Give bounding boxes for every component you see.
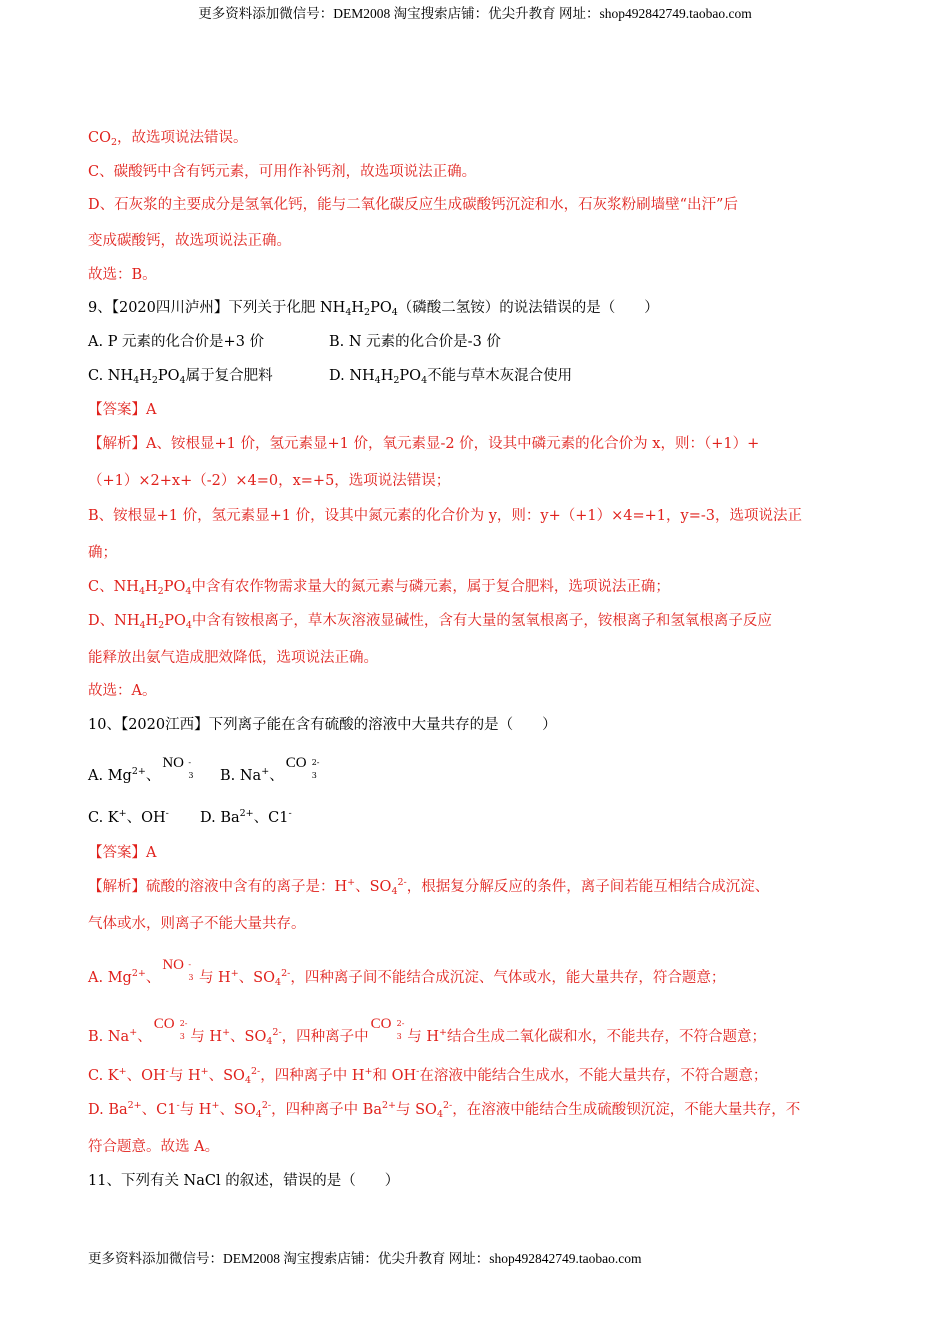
q9-option-b: B. N 元素的化合价是-3 价 xyxy=(329,334,501,350)
q9-final-answer: 故选：A。 xyxy=(88,683,157,699)
q10-option-b: B. Na+、 CO 2- 3 xyxy=(220,752,318,787)
q10-explanation-d: D. $Ba^{2+}$、C1-与 H+、$SO_4^{2-}$，四种离子中 $Ba^{2+}$与 $SO_4^{2-}$，在溶液中能结合生成硫酸钡沉淀，不能大量共存，不 xyxy=(88,1100,801,1120)
q10-answer: 【答案】A xyxy=(88,845,157,861)
prev-option-c: C、碳酸钙中含有钙元素，可用作补钙剂，故选项说法正确。 xyxy=(88,164,477,180)
q10-option-a: A. $Mg^{2+}$、 NO - 3 xyxy=(88,752,194,787)
q9-explanation-line3: B、铵根显+1 价，氢元素显+1 价，设其中氮元素的化合价为 y，则：y+（+1）×4=+1，y=-3，选项说法正 xyxy=(88,508,803,524)
q9-option-a: A. P 元素的化合价是+3 价 xyxy=(88,334,265,350)
q9-option-c: C. $NH_4H_2PO_4$属于复合肥料 xyxy=(88,368,273,386)
q9-explanation-line5: C、$NH_4H_2PO_4$中含有农作物需求量大的氮元素与磷元素，属于复合肥料，选项说法正确； xyxy=(88,579,670,597)
q10-explanation-line2: 气体或水，则离子不能大量共存。 xyxy=(88,916,306,932)
q9-stem: 9、【2020四川泸州】下列关于化肥 $NH_4H_2PO_4$（磷酸二氢铵）的说法错误的是（ ） xyxy=(88,300,659,318)
carbonate-formula: CO 2- 3 xyxy=(285,755,320,780)
prev-co2-line: $CO_2$，故选项说法错误。 xyxy=(88,130,248,148)
nitrate-formula: NO - 3 xyxy=(162,755,194,780)
prev-option-d-line1: D、石灰浆的主要成分是氢氧化钙，能与二氧化碳反应生成碳酸钙沉淀和水，石灰浆粉刷墙壁“出汗”后 xyxy=(88,197,738,213)
q9-answer: 【答案】A xyxy=(88,402,157,418)
q9-explanation-line4: 确； xyxy=(88,545,117,561)
q10-explanation-b: B. Na+、 CO 2- 3 与 H+、$SO_4^{2-}$，四种离子中 CO 2- 3 与 H+结合生成二氧化碳和水，不能共存，不符合题意； xyxy=(88,1013,864,1048)
q10-explanation-line1: 【解析】硫酸的溶液中含有的离子是：H+、$SO_4^{2-}$，根据复分解反应的条件，离子间若能互相结合成沉淀、 xyxy=(88,877,770,897)
prev-option-d-line2: 变成碳酸钙，故选项说法正确。 xyxy=(88,233,291,249)
page-header: 更多资料添加微信号：DEM2008 淘宝搜索店铺：优尖升教育 网址：shop492842749.taobao.com xyxy=(198,6,752,21)
q9-explanation-line1: 【解析】A、铵根显+1 价，氢元素显+1 价，氧元素显-2 价，设其中磷元素的化合价为 x，则：（+1）+ xyxy=(88,436,760,452)
q11-stem: 11、下列有关 NaCl 的叙述，错误的是（ ） xyxy=(88,1173,400,1189)
nitrate-formula: NO - 3 xyxy=(162,957,194,982)
q10-explanation-d-line2: 符合题意。故选 A。 xyxy=(88,1139,220,1155)
page-footer: 更多资料添加微信号：DEM2008 淘宝搜索店铺：优尖升教育 网址：shop492842749.taobao.com xyxy=(88,1251,642,1266)
carbonate-formula: CO 2- 3 xyxy=(153,1016,188,1041)
q10-option-c: C. K+、OH- xyxy=(88,808,169,826)
q10-explanation-a: A. $Mg^{2+}$、 NO - 3 与 H+、$SO_4^{2-}$，四种离子间不能结合成沉淀、气体或水，能大量共存，符合题意； xyxy=(88,954,864,989)
q9-explanation-line2: （+1）×2+x+（-2）×4=0，x=+5，选项说法错误； xyxy=(88,473,451,489)
q9-explanation-line6: D、$NH_4H_2PO_4$中含有铵根离子，草木灰溶液显碱性，含有大量的氢氧根离子，铵根离子和氢氧根离子反应 xyxy=(88,613,772,631)
q9-explanation-line7: 能释放出氨气造成肥效降低，选项说法正确。 xyxy=(88,650,378,666)
q10-option-d: D. $Ba^{2+}$、C1- xyxy=(200,808,292,826)
q10-stem: 10、【2020江西】下列离子能在含有硫酸的溶液中大量共存的是（ ） xyxy=(88,717,557,733)
q10-explanation-c: C. K+、OH-与 H+、$SO_4^{2-}$，四种离子中 H+和 OH-在溶液中能结合生成水，不能大量共存，不符合题意； xyxy=(88,1066,768,1086)
q9-option-d: D. $NH_4H_2PO_4$不能与草木灰混合使用 xyxy=(329,368,573,386)
prev-answer: 故选：B。 xyxy=(88,267,157,283)
carbonate-formula: CO 2- 3 xyxy=(370,1016,405,1041)
